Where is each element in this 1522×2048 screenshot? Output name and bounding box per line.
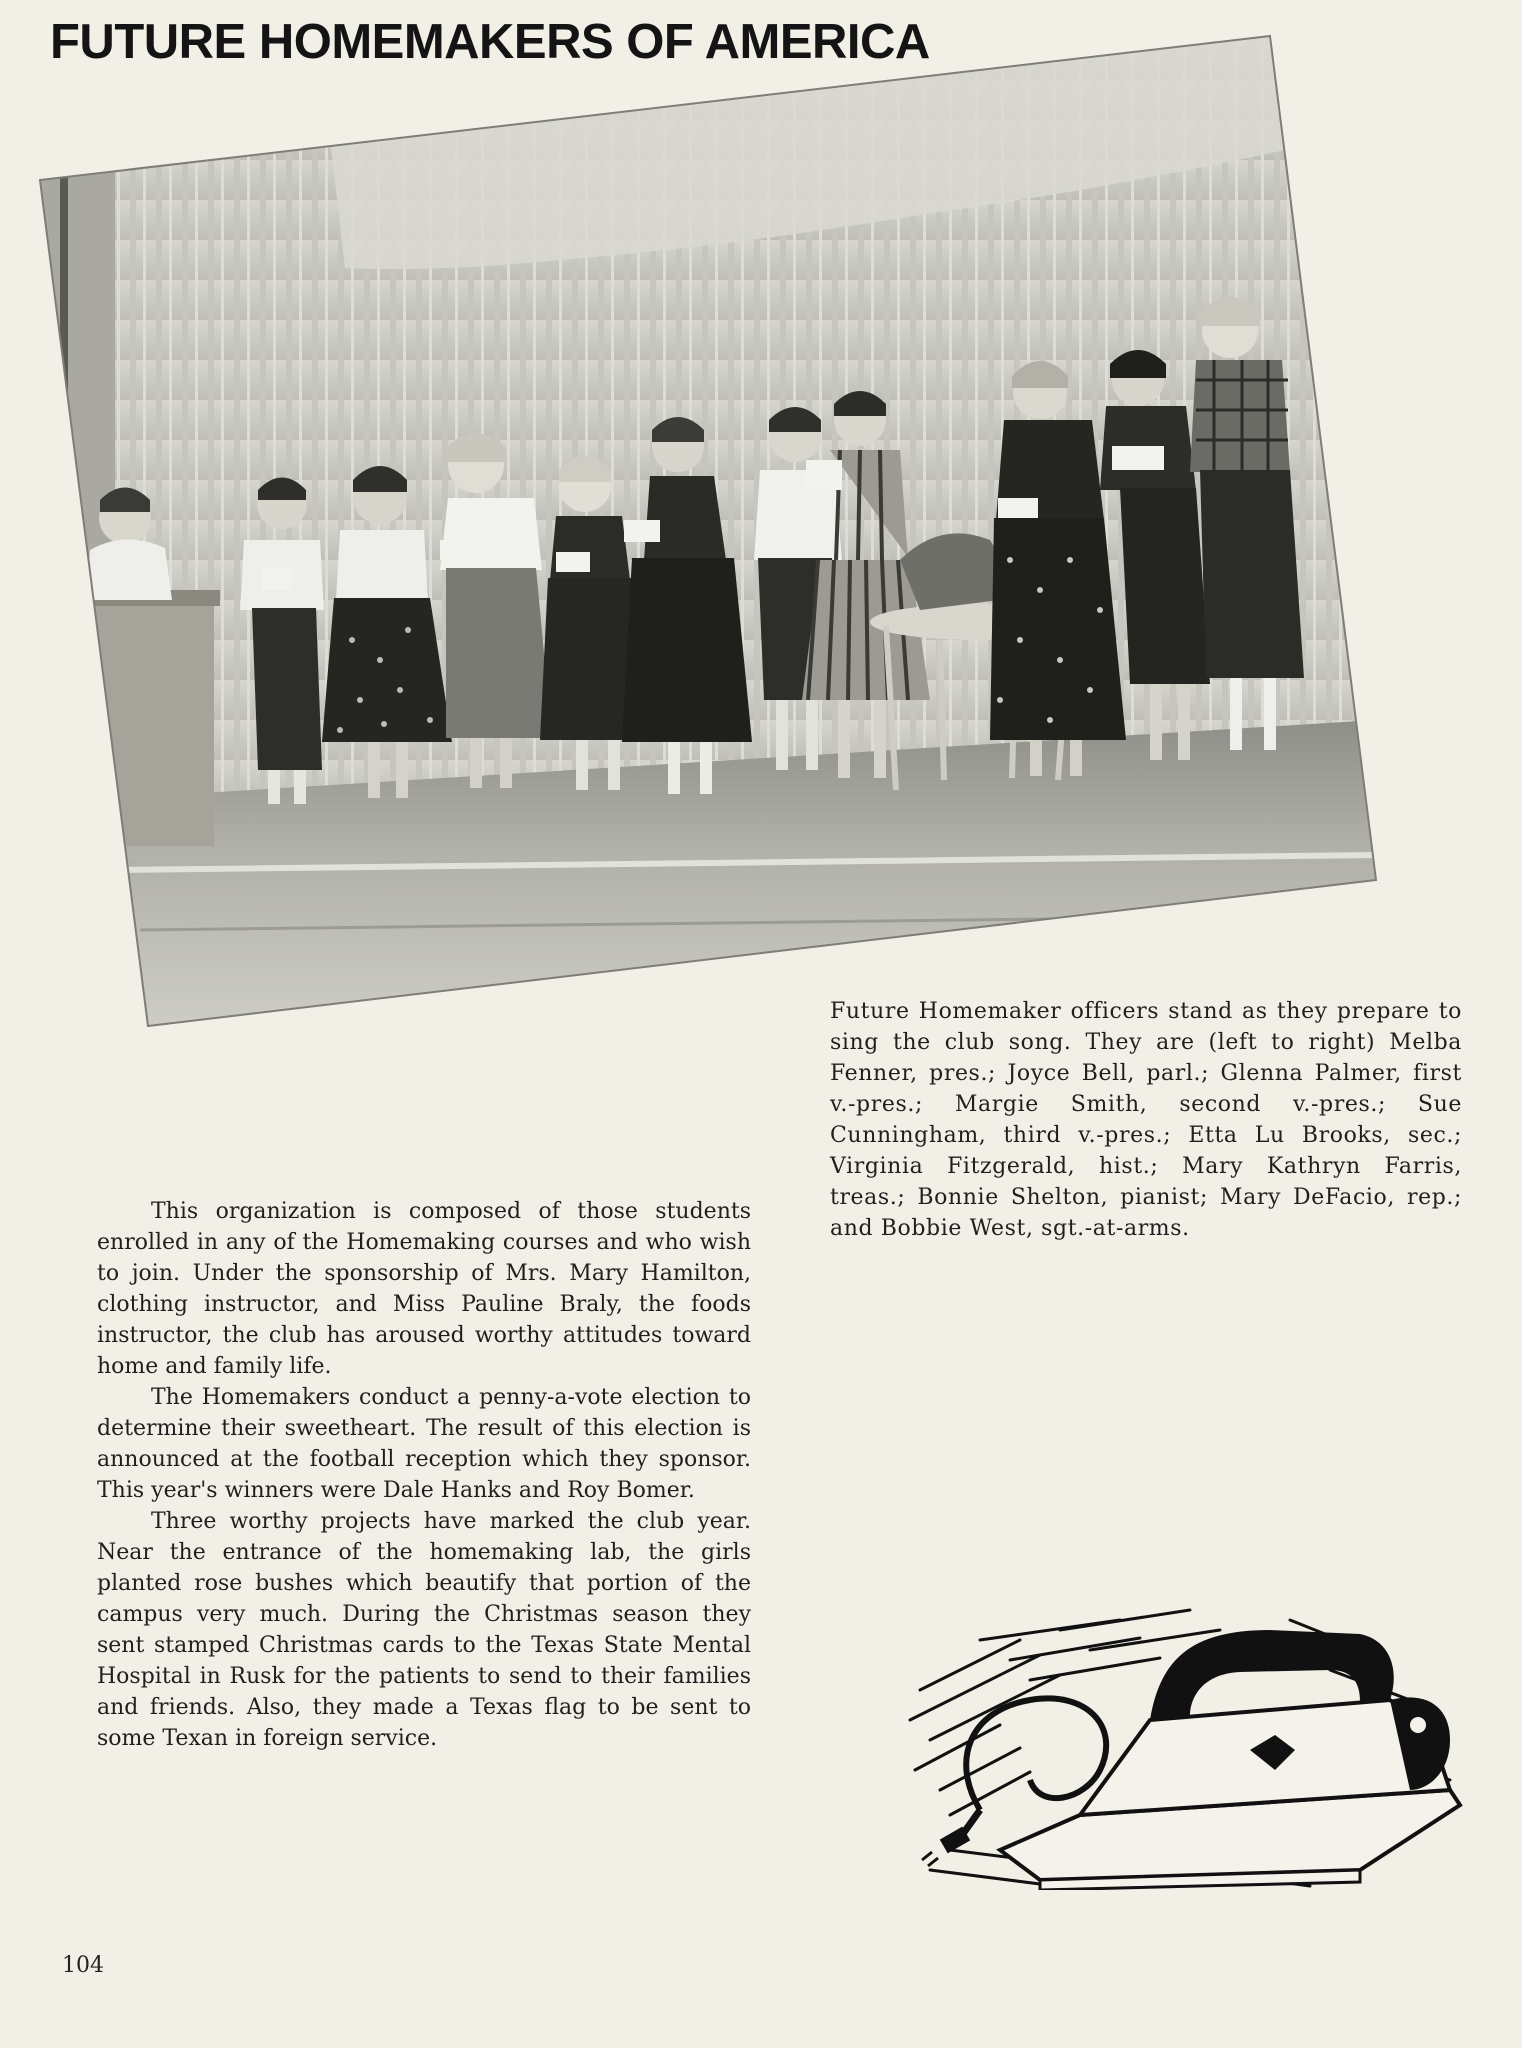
paragraph-1: This organization is composed of those students enrolled in any of the Homemaking courses and who wish to join. Under the sponsorship of Mrs. Mary Hamilton, clothing instructor, and Miss Pauline Braly, the foods instructor, the club has aroused worthy attitudes toward home and family life. [97, 1199, 751, 1379]
page-number: 104 [62, 1953, 104, 1978]
photo-caption: Future Homemaker officers stand as they prepare to sing the club song. They are (left to right) Melba Fenner, pres.; Joyce Bell, parl.; Glenna Palmer, first v.-pres.; Margie Smith, second v.-pres.; Sue Cunningham, third v.-pres.; Etta Lu Brooks, sec.; Virginia Fitzgerald, hist.; Mary Kathryn Farris, treas.; Bonnie Shelton, pianist; Mary DeFacio, rep.; and Bobbie West, sgt.-at-arms. [830, 999, 1462, 1241]
paragraph-3: Three worthy projects have marked the club year. Near the entrance of the homemaking lab, the girls planted rose bushes which beautify that portion of the campus very much. During the Christmas season they sent stamped Christmas cards to the Texas State Mental Hospital in Rusk for the patients to send to their families and friends. Also, they made a Texas flag to be sent to some Texan in foreign service. [97, 1509, 751, 1751]
page-title: FUTURE HOMEMAKERS OF AMERICA [50, 15, 930, 69]
article-body [97, 1196, 751, 1754]
paragraph-2: The Homemakers conduct a penny-a-vote election to determine their sweetheart. The result of this election is announced at the football reception which they sponsor. This year's winners were Dale Hanks and Roy Bomer. [97, 1385, 751, 1503]
iron-icon [890, 1600, 1470, 1890]
